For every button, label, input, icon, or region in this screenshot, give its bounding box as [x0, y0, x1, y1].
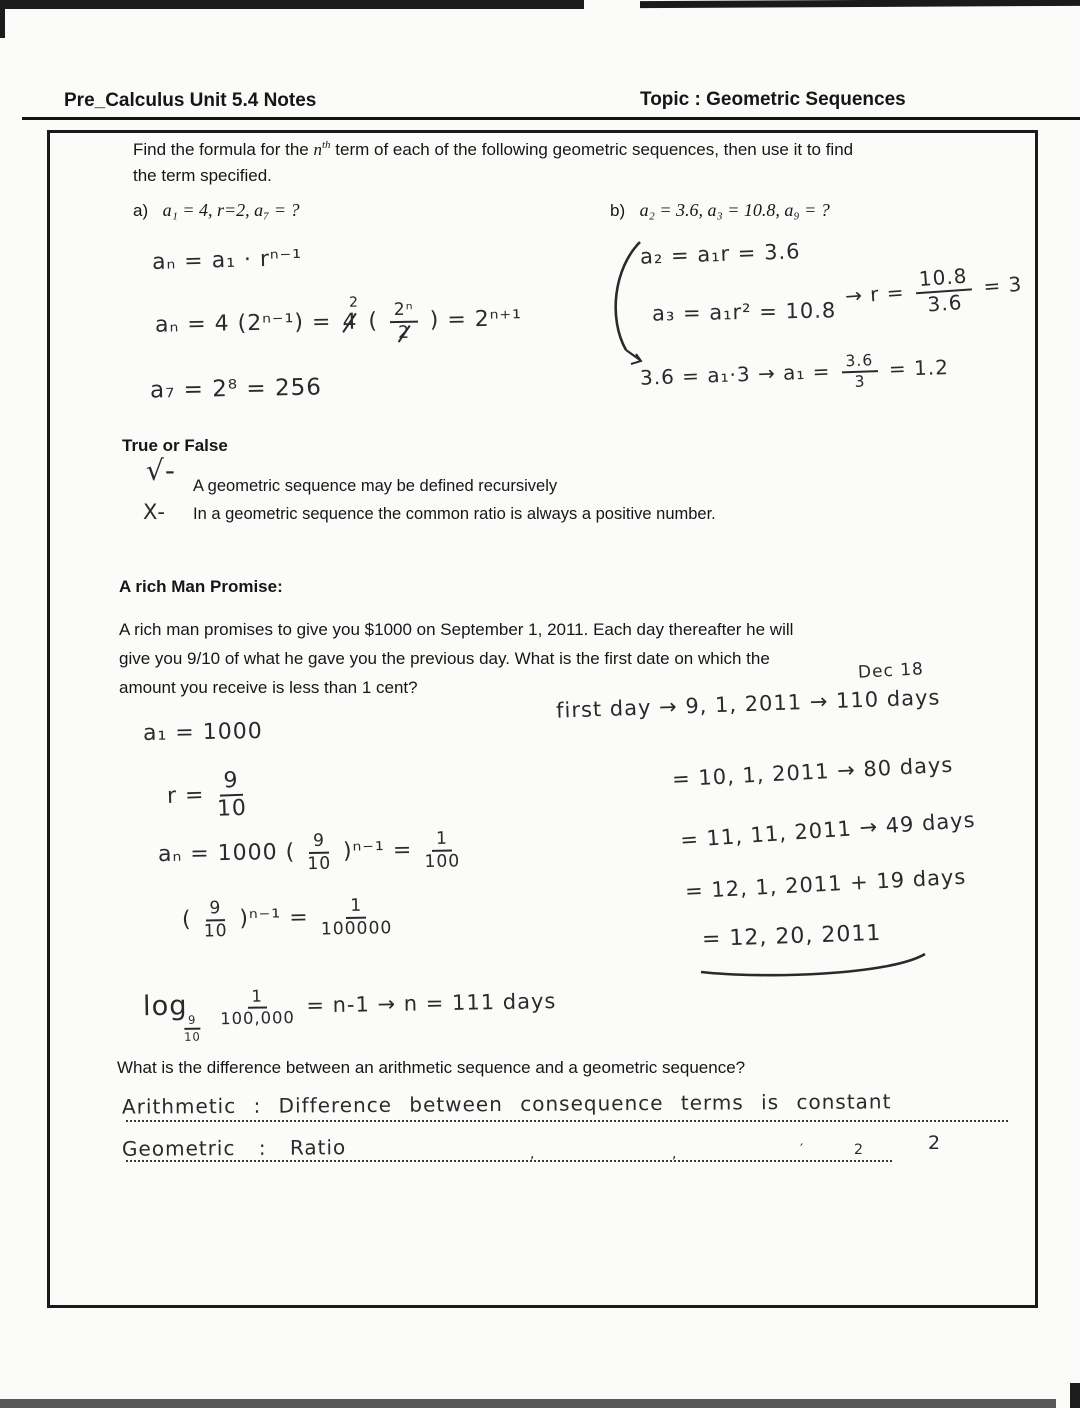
hand-a-l2-exp-two: 2	[348, 294, 360, 311]
hand-a-l2-open-paren: (	[368, 308, 379, 334]
stray-mark-comma2: ,	[672, 1146, 678, 1162]
problem-a-label: a)	[133, 201, 149, 220]
hand-b-r-pre: → r =	[844, 280, 906, 309]
header-title: Pre_Calculus Unit 5.4 Notes	[64, 90, 317, 111]
stray-mark-comma1: ,	[530, 1146, 536, 1162]
difference-question: What is the difference between an arithmetic sequence and a geometric sequence?	[117, 1058, 746, 1077]
stray-mark-trailing-two: 2	[928, 1132, 942, 1154]
rich-man-para2: give you 9/10 of what he gave you the previous day. What is the first date on which the	[119, 649, 770, 668]
hand-dates-line3: = 11, 11, 2011 → 49 days	[679, 807, 977, 853]
hand-calc-power-eq	[182, 896, 397, 941]
hand-calc-an-den: 10	[307, 853, 332, 875]
hand-a-l2-fraction	[390, 301, 418, 342]
scan-bottom-bar	[0, 1399, 1056, 1408]
hand-calc-an-result-fraction	[424, 829, 460, 871]
intro-line2: the term specified.	[133, 166, 272, 185]
hand-b-r-post: = 3	[982, 271, 1024, 299]
hand-calc-an-fraction	[307, 832, 332, 873]
hand-a-l2-frac-num: 2ⁿ	[390, 301, 418, 323]
hand-a-line2	[154, 294, 523, 346]
scan-top-bar-right	[640, 0, 1080, 8]
hand-calc-log-base-fraction	[184, 1013, 201, 1043]
problem-b-label: b)	[610, 201, 626, 220]
hand-calc-an-rnum: 1	[432, 830, 452, 852]
hand-answer-arithmetic: Arithmetic : Difference between consequence terms is constant	[121, 1089, 892, 1119]
hand-calc-r-den: 10	[216, 795, 248, 822]
hand-calc-pow-num: 9	[205, 899, 225, 921]
hand-calc-log-bnum: 9	[184, 1013, 201, 1029]
hand-calc-log-bden: 10	[184, 1029, 201, 1044]
problem-b	[610, 200, 830, 221]
header-rule	[22, 117, 1080, 120]
hand-calc-formula	[158, 829, 465, 875]
hand-b-line1: a₂ = a₁r = 3.6	[639, 239, 801, 269]
hand-calc-log-post: = n-1 → n = 111 days	[306, 989, 557, 1018]
stray-mark-tick: ′	[800, 1142, 805, 1158]
rich-man-para1: A rich man promises to give you $1000 on September 1, 2011. Each day thereafter he will	[119, 620, 794, 639]
problem-a-text: a₁ = 4, r=2, a₇ = ?	[162, 200, 300, 220]
hand-a-line1: aₙ = a₁ · rⁿ⁻¹	[151, 246, 303, 275]
intro-th-sup: th	[321, 139, 331, 151]
hand-dates-line2: = 10, 1, 2011 → 80 days	[671, 752, 954, 792]
hand-b-l3-num: 3.6	[841, 352, 878, 374]
hand-calc-an-rden: 100	[424, 851, 461, 873]
true-false-item2: In a geometric sequence the common ratio is always a positive number.	[193, 505, 716, 523]
hand-a-l2-post: ) = 2ⁿ⁺¹	[429, 306, 523, 333]
intro-n-var: n	[313, 140, 322, 159]
header-topic: Topic : Geometric Sequences	[640, 89, 906, 110]
hand-b-l3-post: = 1.2	[888, 354, 950, 382]
hand-calc-log-arg-fraction	[220, 987, 295, 1028]
hand-b-line2: a₃ = a₁r² = 10.8	[651, 298, 837, 326]
hand-a-line3: a₇ = 2⁸ = 256	[149, 374, 323, 404]
problem-a	[133, 200, 300, 221]
hand-b-l3-fraction	[841, 352, 878, 391]
intro-pre: Find the formula for the	[133, 140, 314, 159]
hand-calc-ratio	[166, 769, 251, 823]
hand-calc-an-mid: )ⁿ⁻¹ =	[342, 837, 413, 864]
hand-calc-pow-result-fraction	[320, 896, 392, 938]
true-false-item1: A geometric sequence may be defined recursively	[193, 477, 558, 495]
hand-a-l2-four: 4	[342, 309, 358, 335]
hand-calc-log-aden: 100,000	[220, 1008, 296, 1029]
hand-calc-log-word: log	[142, 990, 188, 1023]
scan-left-edge-sliver	[0, 0, 5, 38]
hand-b-l3-pre: 3.6 = a₁·3 → a₁ =	[639, 359, 831, 390]
hand-calc-pow-fraction	[203, 899, 228, 940]
answer-line1-dotted-rule	[126, 1120, 1008, 1122]
hand-calc-pow-rden: 100000	[320, 918, 393, 940]
hand-a-l2-frac-den: 2	[397, 322, 411, 343]
hand-dates-answer: = 12, 20, 2011	[701, 920, 882, 953]
hand-calc-log-line	[142, 982, 557, 1044]
hand-calc-r-fraction	[216, 769, 248, 821]
true-false-x-mark: X-	[143, 500, 166, 524]
scan-bottom-corner-block	[1070, 1383, 1080, 1408]
scan-top-bar-left	[0, 0, 584, 9]
hand-b-r-num: 10.8	[914, 265, 972, 294]
hand-dec18-note: Dec 18	[857, 659, 925, 683]
problem-b-text: a₂ = 3.6, a₃ = 10.8, a₉ = ?	[639, 200, 830, 220]
hand-answer-underline-swoosh	[695, 950, 940, 980]
intro-post: term of each of the following geometric sequences, then use it to find	[330, 140, 854, 159]
hand-calc-log-anum: 1	[247, 987, 267, 1009]
hand-b-r-fraction	[914, 265, 974, 316]
stray-mark-small-two: 2	[854, 1142, 864, 1158]
hand-a-l2-pre: aₙ = 4 (2ⁿ⁻¹) =	[154, 309, 332, 338]
true-false-heading: True or False	[122, 436, 228, 455]
rich-man-heading: A rich Man Promise:	[119, 577, 283, 596]
hand-calc-pow-mid: )ⁿ⁻¹ =	[239, 905, 309, 932]
hand-answer-geometric: Geometric : Ratio	[121, 1135, 347, 1161]
hand-dates-line4: = 12, 1, 2011 + 19 days	[684, 864, 967, 904]
hand-calc-pow-rnum: 1	[346, 897, 366, 919]
rich-man-para3: amount you receive is less than 1 cent?	[119, 678, 418, 697]
hand-calc-r-pre: r =	[166, 782, 205, 810]
hand-calc-an-pre: aₙ = 1000 (	[157, 839, 296, 868]
hand-a-l2-struck-four	[342, 294, 360, 335]
hand-dates-line1: first day → 9, 1, 2011 → 110 days	[555, 685, 941, 723]
true-false-check-mark: √-	[146, 454, 176, 487]
answer-line2-dotted-rule	[126, 1160, 892, 1162]
hand-b-l3-den: 3	[854, 372, 866, 392]
intro-line1	[133, 139, 853, 160]
hand-b-r-den: 3.6	[926, 290, 964, 317]
hand-calc-pow-den: 10	[203, 921, 228, 942]
hand-calc-a1: a₁ = 1000	[142, 718, 263, 747]
hand-calc-log-base	[184, 1013, 201, 1043]
hand-calc-r-num: 9	[219, 769, 243, 797]
hand-calc-an-num: 9	[309, 832, 329, 854]
hand-calc-pow-pre: (	[181, 907, 192, 933]
